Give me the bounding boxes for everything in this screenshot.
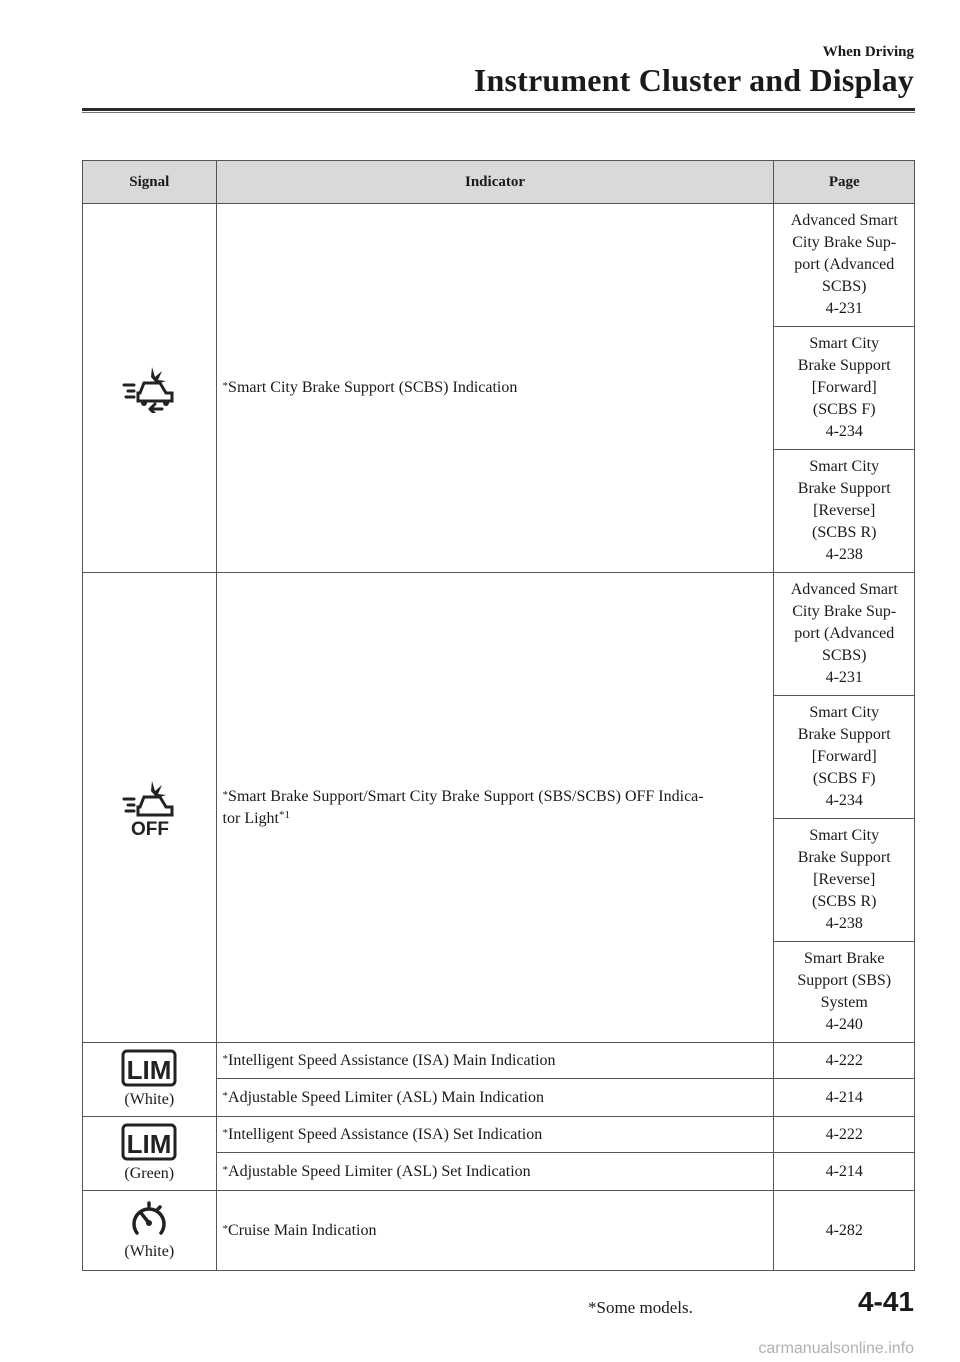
indicator-text: Cruise Main Indication: [228, 1221, 377, 1239]
page-title: Instrument Cluster and Display: [473, 62, 914, 98]
page-line: Brake Support: [797, 480, 891, 497]
indicator-cell: [216, 204, 774, 573]
indicator-cell: [216, 1117, 774, 1153]
page-line: Smart City: [809, 704, 880, 721]
footnote-star: *: [222, 1163, 229, 1176]
icon-off-text: OFF: [131, 818, 170, 837]
cruise-speedometer-icon: [127, 1199, 171, 1239]
indicator-cell: [216, 1191, 774, 1271]
signal-cell: [83, 1043, 217, 1117]
footnote-star: *: [222, 380, 229, 392]
page-line: (SCBS R): [811, 524, 877, 541]
page-cell: [774, 204, 915, 327]
lim-icon: [121, 1049, 177, 1087]
indicator-cell: [216, 1043, 774, 1079]
indicator-text: Adjustable Speed Limiter (ASL) Set Indication: [228, 1162, 531, 1180]
signal-cell: [83, 204, 217, 573]
page-line: port (Advanced: [794, 256, 895, 273]
page-cell: [774, 450, 915, 573]
indicator-cell: [216, 573, 774, 1043]
page-line: [Forward]: [811, 379, 877, 396]
indicator-text: Intelligent Speed Assistance (ISA) Set Indication: [228, 1125, 543, 1143]
page-line: Brake Support: [797, 357, 891, 374]
page-ref-link[interactable]: 4-238: [825, 915, 863, 932]
page-line: Support (SBS): [797, 972, 892, 989]
page-line: [Reverse]: [813, 502, 876, 519]
indicator-text: Intelligent Speed Assistance (ISA) Main Indication: [228, 1051, 556, 1069]
page-line: Brake Support: [797, 726, 891, 743]
scbs-indicator-icon: [116, 363, 182, 413]
page-line: Smart City: [809, 458, 880, 475]
page-line: SCBS): [821, 647, 867, 664]
page-line: (SCBS F): [812, 401, 876, 418]
page-line: City Brake Sup-: [792, 603, 897, 620]
indicator-text: Adjustable Speed Limiter (ASL) Main Indication: [228, 1088, 544, 1106]
page-line: Advanced Smart: [790, 581, 898, 598]
signal-cell: [83, 573, 217, 1043]
page-cell: [774, 819, 915, 942]
page-line: port (Advanced: [794, 625, 895, 642]
page-ref-link[interactable]: 4-222: [825, 1051, 863, 1069]
lim-icon-text: LIM: [126, 1054, 172, 1085]
page-cell: [774, 327, 915, 450]
table-header-row: [83, 161, 915, 204]
page-ref-link[interactable]: 4-231: [825, 300, 863, 317]
footnote-some-models: *Some models.: [588, 1298, 693, 1317]
page-cell: [774, 1043, 915, 1079]
page-ref-link[interactable]: 4-238: [825, 546, 863, 563]
table-row: [83, 1191, 915, 1271]
page-ref-link[interactable]: 4-214: [825, 1162, 863, 1180]
page-ref-link[interactable]: 4-234: [825, 423, 863, 440]
indicator-text: Smart City Brake Support (SCBS) Indication: [228, 379, 518, 396]
footnote-ref: *1: [278, 808, 290, 821]
signal-table: [82, 160, 915, 1271]
page-ref-link[interactable]: 4-240: [825, 1016, 863, 1033]
header-rule-thin: [82, 112, 915, 113]
scbs-off-indicator-icon: [116, 779, 182, 837]
page-ref-link[interactable]: 4-282: [825, 1221, 863, 1239]
indicator-cell: [216, 1153, 774, 1191]
footnote-star: *: [222, 1222, 229, 1235]
section-label: When Driving: [822, 44, 914, 60]
page-ref-link[interactable]: 4-234: [825, 792, 863, 809]
footnote-star: *: [222, 788, 229, 801]
page-ref-link[interactable]: 4-222: [825, 1125, 863, 1143]
signal-cell: [83, 1191, 217, 1271]
page-line: (SCBS F): [812, 770, 876, 787]
page-ref-link[interactable]: 4-214: [825, 1088, 863, 1106]
page-cell: [774, 942, 915, 1043]
signal-cell: [83, 1117, 217, 1191]
page-line: Advanced Smart: [790, 212, 898, 229]
page-cell: [774, 1079, 915, 1117]
table-row: [83, 573, 915, 696]
page-line: [Reverse]: [813, 871, 876, 888]
page-line: Smart City: [809, 827, 880, 844]
indicator-text: tor Light: [222, 809, 279, 827]
table-row: [83, 1117, 915, 1153]
indicator-cell: [216, 1079, 774, 1117]
page-cell: [774, 1117, 915, 1153]
col-header-signal: Signal: [83, 161, 217, 204]
page-line: City Brake Sup-: [792, 234, 897, 251]
footnote-star: *: [222, 1089, 229, 1102]
page-number: 4-41: [857, 1286, 914, 1317]
page-line: (SCBS R): [811, 893, 877, 910]
indicator-text: Smart Brake Support/Smart City Brake Support (SBS/SCBS) OFF Indica-: [228, 787, 704, 805]
table-row: [83, 1043, 915, 1079]
col-header-indicator: Indicator: [216, 161, 774, 204]
footnote-star: *: [222, 1126, 229, 1139]
page-line: SCBS): [821, 278, 867, 295]
page-line: [Forward]: [811, 748, 877, 765]
page-cell: [774, 696, 915, 819]
icon-color-label: (White): [124, 1242, 175, 1260]
icon-color-label: (White): [124, 1090, 175, 1108]
page-line: Smart Brake: [804, 950, 885, 967]
page-cell: [774, 573, 915, 696]
page-cell: [774, 1153, 915, 1191]
page-ref-link[interactable]: 4-231: [825, 669, 863, 686]
page-line: Smart City: [809, 335, 880, 352]
watermark: carmanualsonline.info: [758, 1340, 914, 1357]
page-line: System: [820, 994, 868, 1011]
lim-icon-text: LIM: [126, 1128, 172, 1159]
col-header-page: Page: [774, 161, 915, 204]
page-cell: [774, 1191, 915, 1271]
icon-color-label: (Green): [124, 1164, 175, 1182]
table-row: [83, 204, 915, 327]
header-rule: [82, 108, 915, 111]
lim-icon: [121, 1123, 177, 1161]
page-line: Brake Support: [797, 849, 891, 866]
footnote-star: *: [222, 1052, 229, 1065]
